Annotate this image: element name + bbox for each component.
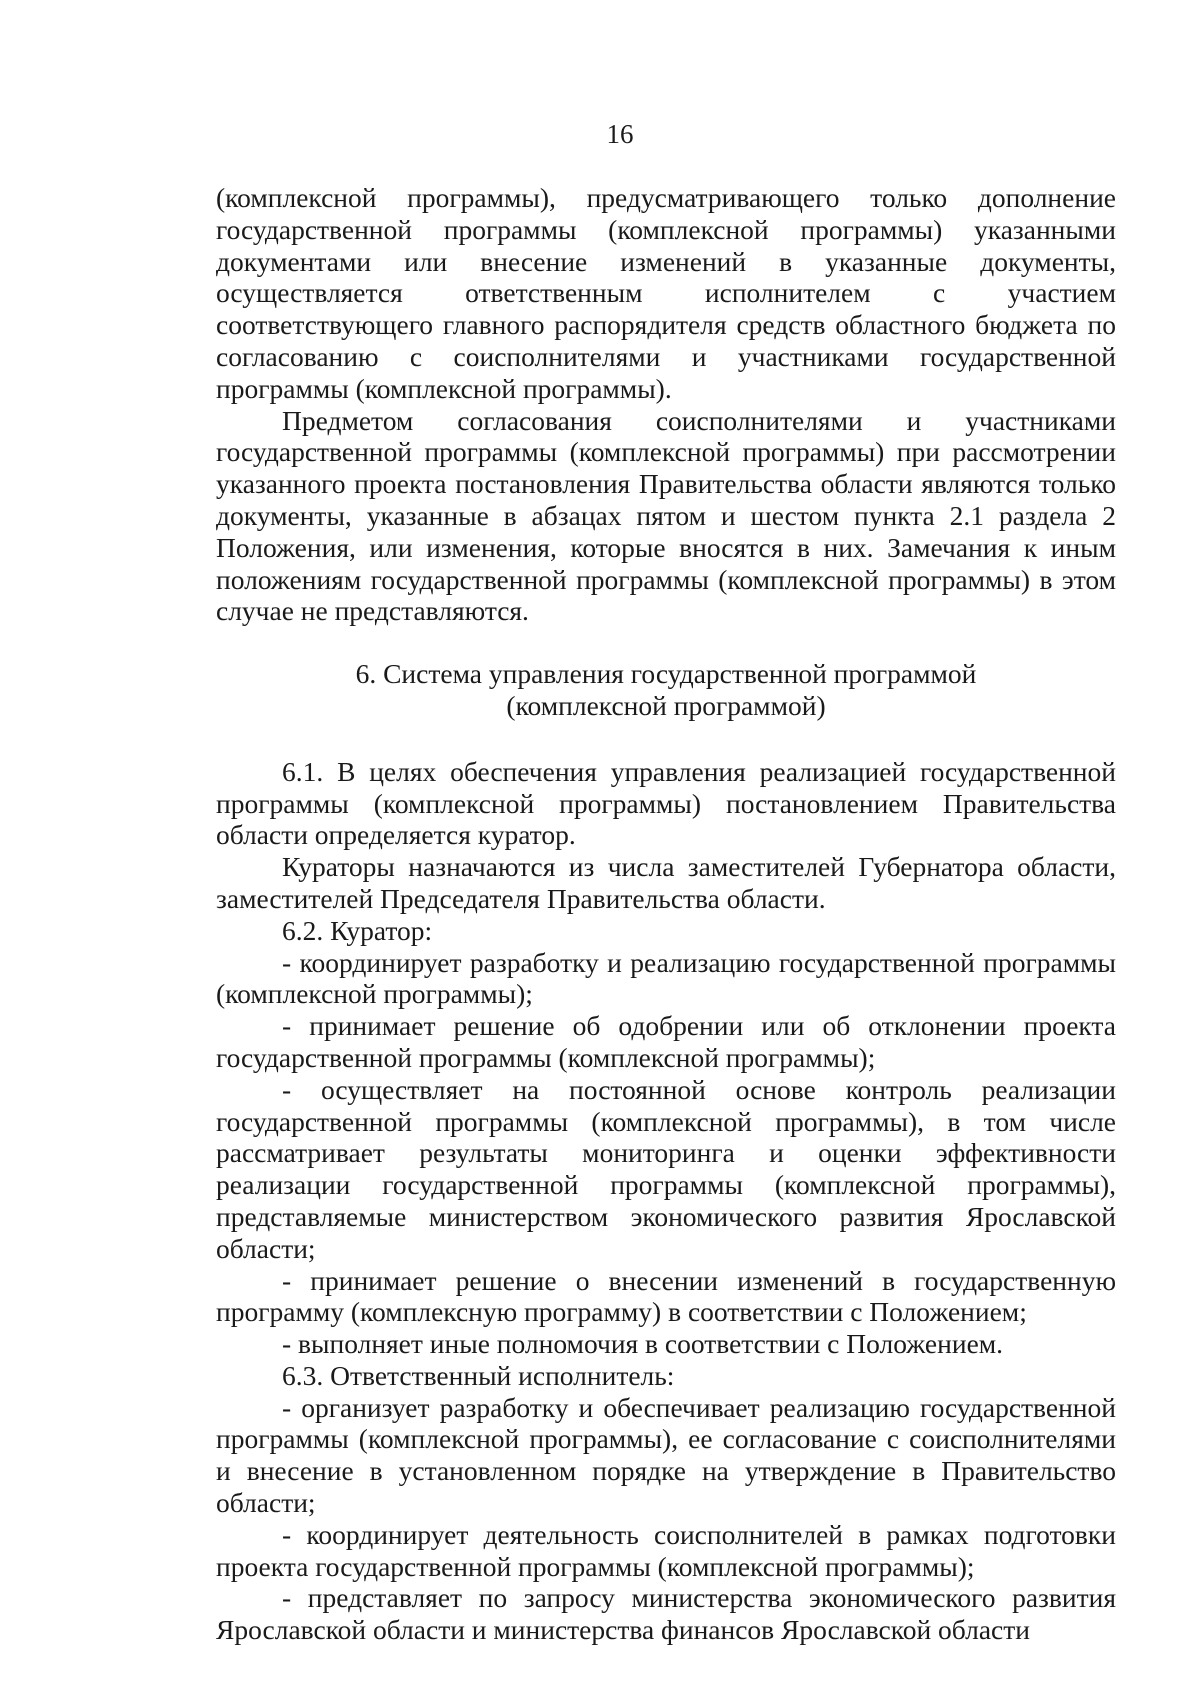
paragraph: 6.2. Куратор:: [282, 914, 433, 946]
list-item: - принимает решение об одобрении или об отклонении проекта государственной программы (комплексной программы);: [216, 1010, 1116, 1073]
page-number: 16: [606, 119, 634, 149]
section-heading: [216, 658, 1116, 722]
section-heading-line: (комплексной программой): [506, 689, 826, 721]
document-body: [216, 182, 1116, 1646]
list-item: - организует разработку и обеспечивает реализацию государственной программы (комплексной программы), ее согласование с соисполнителями и внесение в установленном порядке на утверждение в Правительство области;: [216, 1391, 1116, 1519]
list-item: - выполняет иные полномочия в соответствии с Положением.: [282, 1328, 1004, 1360]
list-item: - координирует разработку и реализацию государственной программы (комплексной программы);: [216, 946, 1116, 1010]
list-item: - принимает решение о внесении изменений в государственную программу (комплексную программу) в соответствии с Положением;: [216, 1264, 1116, 1328]
list-item: - осуществляет на постоянной основе контроль реализации государственной программы (комплексной программы), в том числе рассматривает результаты мониторинга и оценки эффективности реализации государственной программы (комплексной программы), представляемые министерством экономического развития Ярославской области;: [216, 1073, 1116, 1264]
paragraph: (комплексной программы), предусматривающего только дополнение государственной программы (комплексной программы) указанными документами или внесение изменений в указанные документы, осуществляется ответственным исполнителем с участием соответствующего главного распорядителя средств областного бюджета по согласованию с соисполнителями и участниками государственной программы (комплексной программы).: [216, 182, 1116, 404]
paragraph: Кураторы назначаются из числа заместителей Губернатора области, заместителей Председателя Правительства области.: [216, 851, 1116, 914]
paragraph: 6.1. В целях обеспечения управления реализацией государственной программы (комплексной программы) постановлением Правительства области определяется куратор.: [216, 755, 1116, 851]
section-heading-line: 6. Система управления государственной программой: [355, 658, 977, 690]
paragraph: Предметом согласования соисполнителями и участниками государственной программы (комплексной программы) при рассмотрении указанного проекта постановления Правительства области являются только документы, указанные в абзацах пятом и шестом пункта 2.1 раздела 2 Положения, или изменения, которые вносятся в них. Замечания к иным положениям государственной программы (комплексной программы) в этом случае не представляются.: [216, 404, 1116, 627]
list-item: - координирует деятельность соисполнителей в рамках подготовки проекта государственной программы (комплексной программы);: [216, 1518, 1116, 1582]
list-item: - представляет по запросу министерства экономического развития Ярославской области и министерства финансов Ярославской области: [216, 1582, 1116, 1646]
paragraph: 6.3. Ответственный исполнитель:: [282, 1359, 675, 1391]
